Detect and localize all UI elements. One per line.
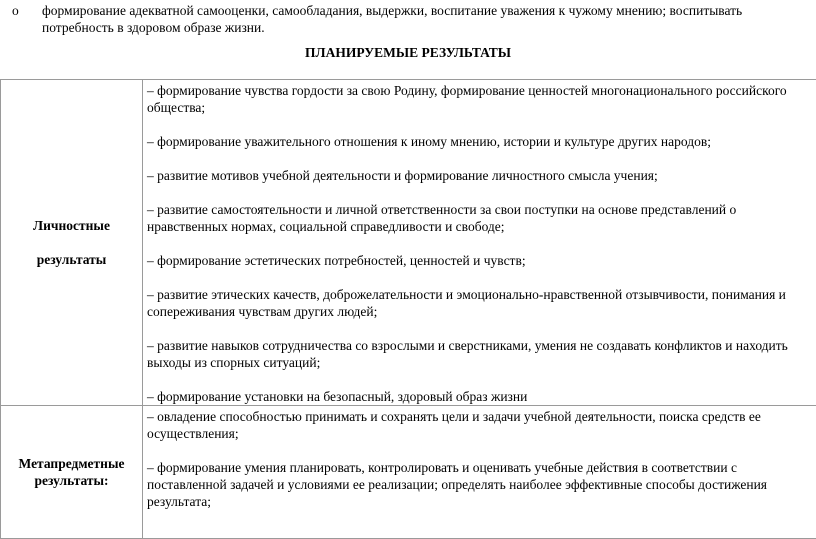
- row-content-personal: [143, 80, 816, 406]
- row-label-line2: результаты:: [1, 472, 142, 489]
- list-item: – формирование умения планировать, контролировать и оценивать учебные действия в соответствии с поставленной задачей и условиями ее реализации; определять наиболее эффективные способы достижения результата;: [147, 459, 815, 510]
- bullet-marker: o: [12, 2, 26, 19]
- row-content-meta: [143, 406, 816, 539]
- bullet-text: формирование адекватной самооценки, самообладания, выдержки, воспитание уважения к чужому мнению; воспитывать потребность в здоровом образе жизни.: [42, 2, 802, 36]
- section-title: ПЛАНИРУЕМЫЕ РЕЗУЛЬТАТЫ: [0, 44, 816, 61]
- row-label-line2: результаты: [1, 251, 142, 268]
- list-item: – формирование уважительного отношения к иному мнению, истории и культуре других народов;: [147, 133, 815, 150]
- list-item: – формирование чувства гордости за свою Родину, формирование ценностей многонационального российского общества;: [147, 82, 815, 116]
- row-label-meta: [1, 406, 143, 539]
- table-row-personal: [1, 80, 816, 406]
- list-item: – овладение способностью принимать и сохранять цели и задачи учебной деятельности, поиска средств ее осуществления;: [147, 408, 815, 442]
- results-table: [0, 79, 816, 539]
- row-label-line1: Метапредметные: [1, 455, 142, 472]
- row-label-personal: [1, 80, 143, 406]
- list-item: – формирование эстетических потребностей, ценностей и чувств;: [147, 252, 815, 269]
- list-item: – развитие самостоятельности и личной ответственности за свои поступки на основе представлений о нравственных нормах, социальной справедливости и свободе;: [147, 201, 815, 235]
- list-item: – развитие навыков сотрудничества со взрослыми и сверстниками, умения не создавать конфликтов и находить выходы из спорных ситуаций;: [147, 337, 815, 371]
- list-item: – формирование установки на безопасный, здоровый образ жизни: [147, 388, 815, 405]
- table-row-meta: [1, 406, 816, 539]
- list-item: – развитие этических качеств, доброжелательности и эмоционально-нравственной отзывчивости, понимания и сопереживания чувствам других людей;: [147, 286, 815, 320]
- list-item: – развитие мотивов учебной деятельности и формирование личностного смысла учения;: [147, 167, 815, 184]
- row-label-line1: Личностные: [1, 217, 142, 234]
